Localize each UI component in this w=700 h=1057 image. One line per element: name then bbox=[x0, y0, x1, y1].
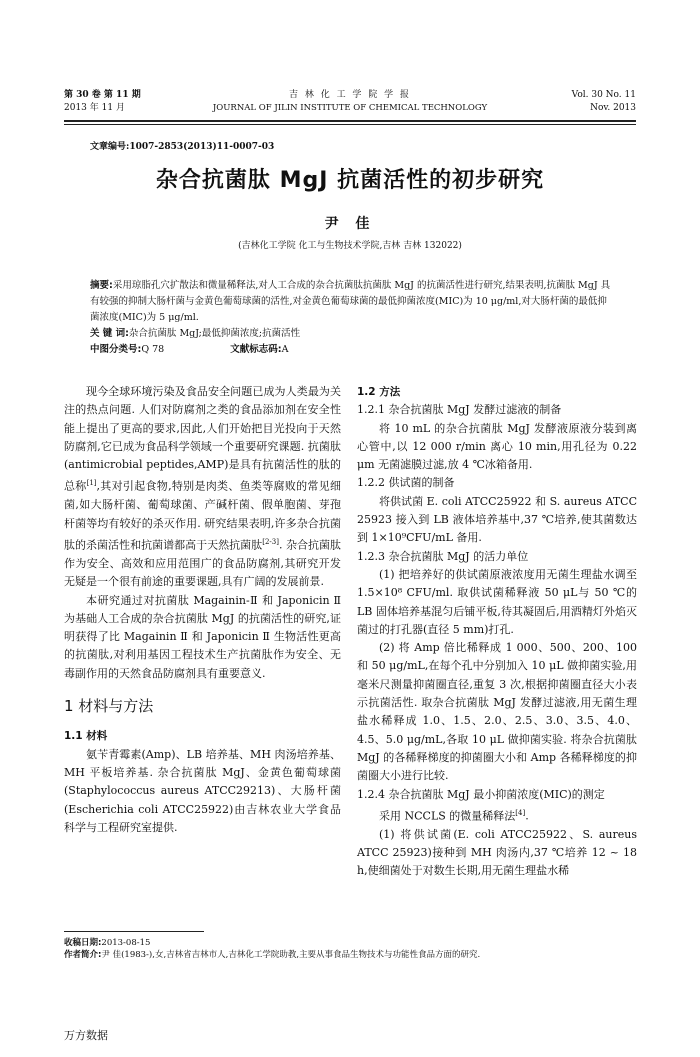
subsection-heading-1-2-1: 1.2.1 杂合抗菌肽 MgJ 发酵过滤液的制备 bbox=[357, 403, 562, 417]
intro-paragraph-1 bbox=[64, 383, 341, 592]
volume-issue: 第 30 卷 第 11 期 bbox=[64, 90, 141, 100]
keywords-label: 关 键 词: bbox=[90, 328, 129, 339]
bio-label: 作者简介: bbox=[64, 950, 102, 960]
received-label: 收稿日期: bbox=[64, 938, 102, 948]
subsection-heading-1-1: 1.1 材料 bbox=[64, 730, 108, 743]
intro-paragraph-2: 本研究通过对抗菌肽 Magainin-Ⅱ 和 Japonicin Ⅱ 为基础人工合成的杂合抗菌肽 MgJ 的抗菌活性的研究,证明获得了比 Magainin Ⅱ 和 Japonicin Ⅱ 生物活性更高的抗菌肽,对利用基因工程技术生产抗菌肽作为安全、无毒副作用的天然食品防腐剂具有重要意义. bbox=[64, 593, 341, 680]
keywords bbox=[90, 326, 615, 342]
vol-no-en: Vol. 30 No. 11 bbox=[571, 90, 636, 100]
left-column bbox=[64, 383, 341, 837]
paper-title: 杂合抗菌肽 MgJ 抗菌活性的初步研究 bbox=[155, 168, 545, 193]
materials-paragraph: 氨苄青霉素(Amp)、LB 培养基、MH 肉汤培养基、MH 平板培养基. 杂合抗菌肽 MgJ、金黄色葡萄球菌(Staphylococcus aureus ATCC29213)、大肠杆菌(Escherichia coli ATCC25922)由吉林农业大学食品科学与工程研究室提供. bbox=[64, 747, 341, 834]
journal-name-cn: 吉 林 化 工 学 院 学 报 bbox=[288, 90, 412, 100]
journal-name bbox=[200, 89, 500, 115]
keywords-text: 杂合抗菌肽 MgJ;最低抑菌浓度;抗菌活性 bbox=[128, 328, 301, 339]
received-date bbox=[64, 937, 644, 949]
abstract-label: 摘要: bbox=[90, 280, 113, 291]
abstract bbox=[90, 278, 615, 326]
subsection-heading-1-2: 1.2 方法 bbox=[357, 386, 401, 398]
abstract-text: 采用琼脂孔穴扩散法和微量稀释法,对人工合成的杂合抗菌肽抗菌肽 MgJ 的抗菌活性进行研究,结果表明,抗菌肽 MgJ 具有较强的抑制大肠杆菌与金黄色葡萄球菌的活性,对金黄色葡萄球菌的最低抑菌浓度(MIC)为 10 μg/ml,对大肠杆菌的最低抑菌浓度(MIC)为 5 μg/ml. bbox=[90, 280, 611, 323]
bio-text: 尹 佳(1983-),女,吉林省吉林市人,吉林化工学院助教,主要从事食品生物技术与功能性食品方面的研究. bbox=[101, 950, 481, 960]
header-rule-top bbox=[64, 120, 636, 122]
citation-1: [1] bbox=[86, 479, 97, 488]
doc-code-label: 文献标志码: bbox=[230, 344, 282, 355]
received-value: 2013-08-15 bbox=[101, 938, 151, 948]
watermark-text: 万方数据 bbox=[64, 1029, 108, 1042]
author: 尹 佳 bbox=[324, 216, 376, 232]
intro-text-b: ,其对引起食物,特别是肉类、鱼类等腐败的常见细菌,如大肠杆菌、葡萄球菌、产碱杆菌、假单胞菌、芽孢杆菌等均有较好的杀灭作用. 研究结果表明,许多杂合抗菌肽的杀菌活性和抗菌谱都高于天然抗菌肽 bbox=[64, 480, 341, 552]
date-en: Nov. 2013 bbox=[590, 103, 636, 113]
subsection-heading-1-2-4: 1.2.4 杂合抗菌肽 MgJ 最小抑菌浓度(MIC)的测定 bbox=[357, 787, 605, 801]
subsection-heading-1-2-2: 1.2.2 供试菌的制备 bbox=[357, 476, 455, 490]
affiliation: (吉林化工学院 化工与生物技术学院,吉林 吉林 132022) bbox=[238, 241, 462, 251]
abstract-block bbox=[90, 278, 615, 358]
clc-label: 中图分类号: bbox=[90, 344, 142, 355]
journal-name-en: JOURNAL OF JILIN INSTITUTE OF CHEMICAL TECHNOLOGY bbox=[212, 103, 488, 113]
method-1-2-4-step-1: (1) 将供试菌(E. coli ATCC25922、S. aureus ATCC 25923)接种到 MH 肉汤内,37 ℃培养 12 ~ 18 h,使细菌处于对数生长期,用无菌生理盐水稀 bbox=[357, 827, 637, 878]
method-1-2-1-paragraph: 将 10 mL 的杂合抗菌肽 MgJ 发酵液原液分装到离心管中,以 12 000 r/min 离心 10 min,用孔径为 0.22 μm 无菌滤膜过滤,放 4 ℃冰箱备用. bbox=[357, 421, 637, 472]
clc-value: Q 78 bbox=[141, 344, 165, 355]
method-1-2-3-step-2: (2) 将 Amp 倍比稀释成 1 000、500、200、100 和 50 μg/mL,在每个孔中分别加入 10 μL 做抑菌实验,用毫米尺测量抑菌圈直径,重复 3 次,根据抑菌圈直径大小表示抗菌活性. 取杂合抗菌肽 MgJ 发酵过滤液,用无菌生理盐水稀释成 1.0、1.5、2.0、2.5、3.0、3.5、4.0、4.5、5.0 μg/mL,各取 10 μL 做抑菌实验. 将杂合抗菌肽 MgJ 的各稀释梯度的抑菌圈大小和 Amp 各稀释梯度的抑菌圈大小进行比较. bbox=[357, 641, 637, 783]
intro-text-c: . 杂合抗菌肽作为安全、高效和应用范围广的食品防腐剂,其研究开发无疑是一个很有前途的重要课题,具有广阔的发展前景. bbox=[64, 538, 342, 589]
doc-code-value: A bbox=[281, 344, 289, 355]
citation-4: [4] bbox=[515, 808, 526, 817]
right-column bbox=[357, 383, 637, 881]
citation-2-3: [2-3] bbox=[262, 538, 279, 547]
footnote-rule bbox=[64, 931, 204, 932]
method-1-2-4-end: . bbox=[525, 809, 529, 823]
method-1-2-4-text: 采用 NCCLS 的微量稀释法 bbox=[379, 809, 516, 823]
footnote bbox=[64, 937, 644, 961]
method-1-2-4-intro bbox=[357, 804, 637, 826]
intro-text-a: 现今全球环境污染及食品安全问题已成为人类最为关注的热点问题. 人们对防腐剂之类的食品添加剂在安全性能上提出了更高的要求,因此,人们开始把目光投向于天然防腐剂,它已成为食品科学领域一个重要研究课题. 抗菌肽(antimicrobial peptides,AMP)是具有抗菌活性的肽的总称 bbox=[64, 385, 341, 494]
method-1-2-3-step-1: (1) 把培养好的供试菌原液浓度用无菌生理盐水调至 1.5×10⁸ CFU/ml. 取供试菌稀释液 50 μL与 50 ℃的 LB 固体培养基混匀后铺平板,待其凝固后,用酒精灯外焰灭菌过的打孔器(直径 5 mm)打孔. bbox=[357, 567, 637, 636]
author-bio bbox=[64, 949, 644, 961]
header-rule-bottom bbox=[64, 124, 636, 125]
issue-date: 2013 年 11 月 bbox=[64, 103, 125, 113]
article-number: 文章编号:1007-2853(2013)11-0007-03 bbox=[90, 142, 275, 152]
journal-vol-en bbox=[572, 89, 636, 115]
classification bbox=[90, 342, 615, 358]
subsection-heading-1-2-3: 1.2.3 杂合抗菌肽 MgJ 的活力单位 bbox=[357, 549, 529, 563]
method-1-2-2-paragraph: 将供试菌 E. coli ATCC25922 和 S. aureus ATCC 25923 接入到 LB 液体培养基中,37 ℃培养,使其菌数达到 1×10⁹CFU/mL 备用. bbox=[357, 494, 637, 545]
section-heading-1: 1 材料与方法 bbox=[64, 697, 154, 716]
journal-volume bbox=[64, 89, 141, 115]
